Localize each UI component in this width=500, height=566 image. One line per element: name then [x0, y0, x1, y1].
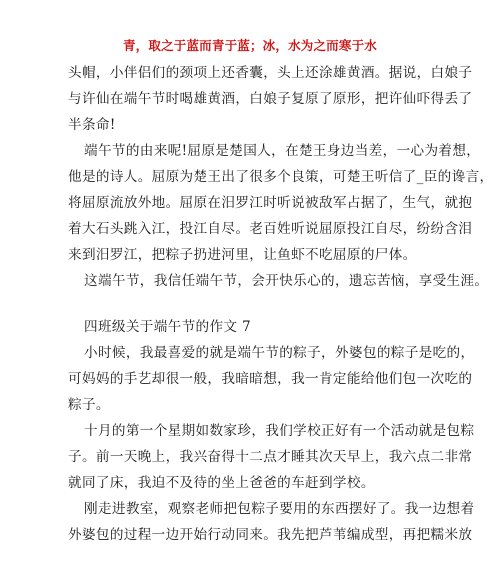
text-line: 与许仙在端午节时喝雄黄酒，白娘子复原了原形，把许仙吓得丢了	[68, 91, 473, 107]
page-header-quote: 青，取之于蓝而青于蓝；冰，水为之而寒于水	[122, 38, 377, 53]
text-line: 小时候，我最喜爱的就是端午节的粽子，外婆包的粽子是吃的，	[84, 345, 475, 361]
paragraph	[68, 418, 475, 496]
text-line: 刚走进教室，观察老师把包粽子要用的东西摆好了。我一边想着	[84, 501, 475, 517]
text-line: 端午节的由来呢!屈原是楚国人，在楚王身边当差，一心为着想，	[84, 143, 481, 159]
paragraph	[68, 268, 489, 294]
text-line: 可妈妈的手艺却很一般，我暗暗想，我一肯定能给他们包一次吃的	[68, 371, 473, 387]
paragraph-gap	[68, 294, 448, 314]
text-line: 半条命!	[68, 117, 116, 133]
paragraph	[68, 340, 475, 418]
text-line: 将屈原流放外地。屈原在汨罗江时听说被敌军占据了，生气，就抱	[68, 195, 473, 211]
essay-title: 四班级关于端午节的作文 7	[84, 319, 252, 335]
text-line: 十月的第一个星期如数家珍，我们学校正好有一个活动就是包粽	[84, 423, 475, 439]
text-line: 这端午节，我信任端午节，会开快乐心的，遗忘苦恼，享受生涯。	[84, 273, 489, 289]
document-body	[68, 60, 494, 548]
text-line: 就同了床，我迫不及待的坐上爸爸的车赶到学校。	[68, 475, 375, 491]
text-line: 外婆包的过程一边开始行动同来。我先把芦苇编成型，再把糯米放	[68, 527, 473, 543]
text-line: 来到汨罗江，把粽子扔进河里，让鱼虾不吃屈原的尸体。	[68, 247, 417, 263]
paragraph	[68, 60, 473, 138]
paragraph	[68, 138, 494, 268]
text-line: 他是的诗人。屈原为楚王出了很多个良策，可楚王听信了_臣的谗言，	[68, 169, 494, 185]
text-line: 头帽，小伴侣们的颈项上还香囊，头上还涂雄黄酒。据说，白娘子	[68, 65, 473, 81]
text-line: 子。前一天晚上，我兴奋得十二点才睡其次天早上，我六点二非常	[68, 449, 473, 465]
text-line: 着大石头跳入江，投江自尽。老百姓听说屈原投江自尽，纷纷含泪	[68, 221, 473, 237]
paragraph	[68, 496, 475, 548]
text-line: 粽子。	[68, 397, 110, 413]
